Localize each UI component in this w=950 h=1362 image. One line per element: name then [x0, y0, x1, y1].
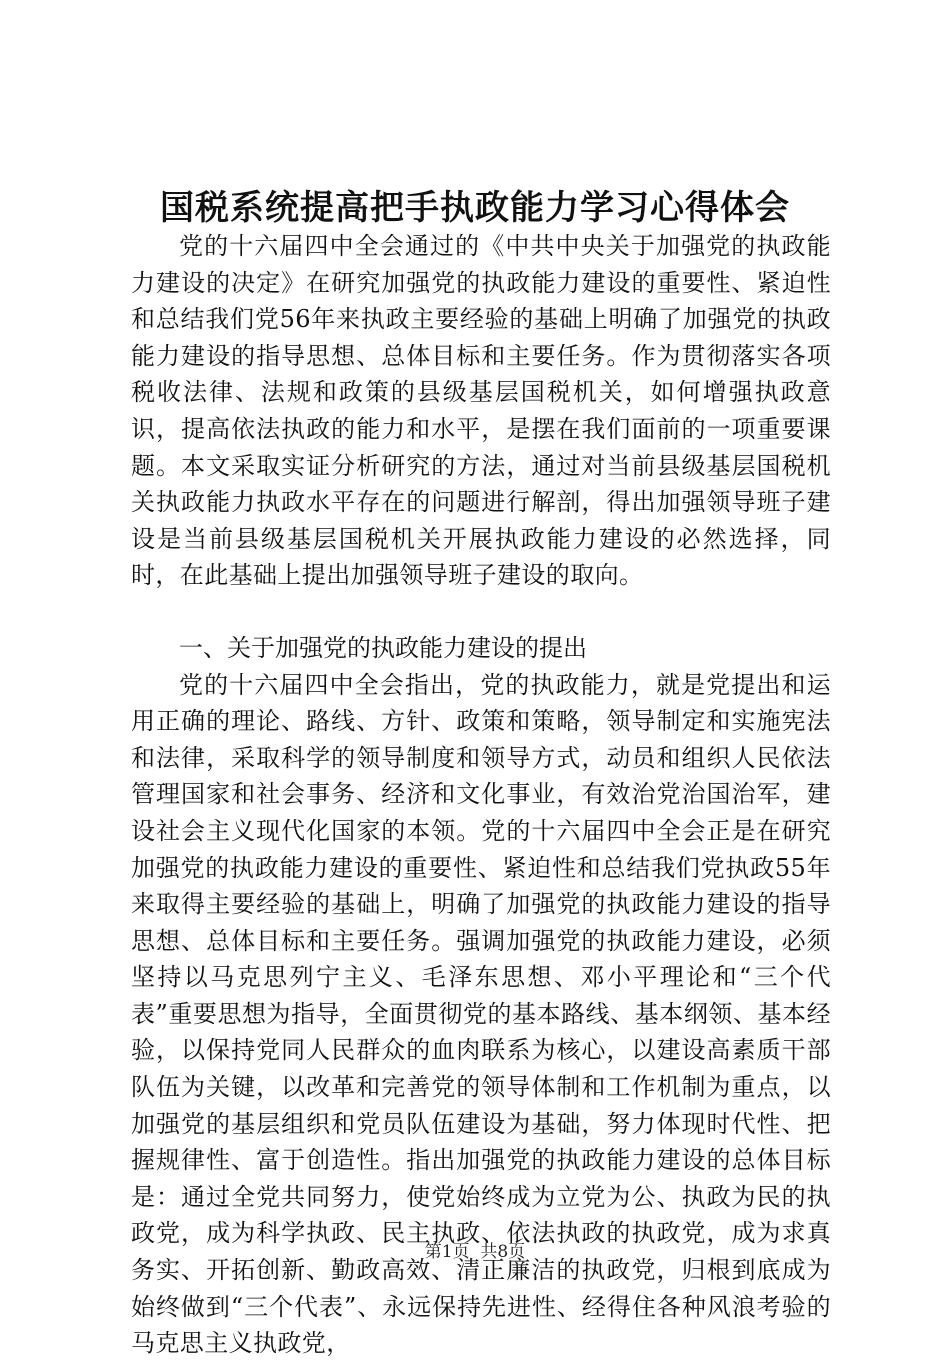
- page-number: 第1页 共8页: [424, 1242, 526, 1262]
- section-heading: 一、关于加强党的执政能力建设的提出: [179, 633, 587, 662]
- document-title: 国税系统提高把手执政能力学习心得体会: [160, 188, 790, 228]
- paragraph-gap: [131, 594, 831, 630]
- section-paragraph: 党的十六届四中全会指出，党的执政能力，就是党提出和运用正确的理论、路线、方针、政策和策略，领导制定和实施宪法和法律，采取科学的领导制度和领导方式，动员和组织人民依法管理国家和社会事务、经济和文化事业，有效治党治国治军，建设社会主义现代化国家的本领。党的十六届四中全会正是在研究加强党的执政能力建设的重要性、紧迫性和总结我们党执政55年来取得主要经验的基础上，明确了加强党的执政能力建设的指导思想、总体目标和主要任务。强调加强党的执政能力建设，必须坚持以马克思列宁主义、毛泽东思想、邓小平理论和“三个代表”重要思想为指导，全面贯彻党的基本路线、基本纲领、基本经验，以保持党同人民群众的血肉联系为核心，以建设高素质干部队伍为关键，以改革和完善党的领导体制和工作机制为重点，以加强党的基层组织和党员队伍建设为基础，努力体现时代性、把握规律性、富于创造性。指出加强党的执政能力建设的总体目标是：通过全党共同努力，使党始终成为立党为公、执政为民的执政党，成为科学执政、民主执政、依法执政的执政党，成为求真务实、开拓创新、勤政高效、清正廉洁的执政党，归根到底成为始终做到“三个代表”、永远保持先进性、经得住各种风浪考验的马克思主义执政党，: [131, 670, 831, 1358]
- intro-paragraph: 党的十六届四中全会通过的《中共中央关于加强党的执政能力建设的决定》在研究加强党的执政能力建设的重要性、紧迫性和总结我们党56年来执政主要经验的基础上明确了加强党的执政能力建设的指导思想、总体目标和主要任务。作为贯彻落实各项税收法律、法规和政策的县级基层国税机关，如何增强执政意识，提高依法执政的能力和水平，是摆在我们面前的一项重要课题。本文采取实证分析研究的方法，通过对当前县级基层国税机关执政能力执政水平存在的问题进行解剖，得出加强领导班子建设是当前县级基层国税机关开展执政能力建设的必然选择，同时，在此基础上提出加强领导班子建设的取向。: [131, 232, 831, 590]
- document-body: [131, 228, 831, 1362]
